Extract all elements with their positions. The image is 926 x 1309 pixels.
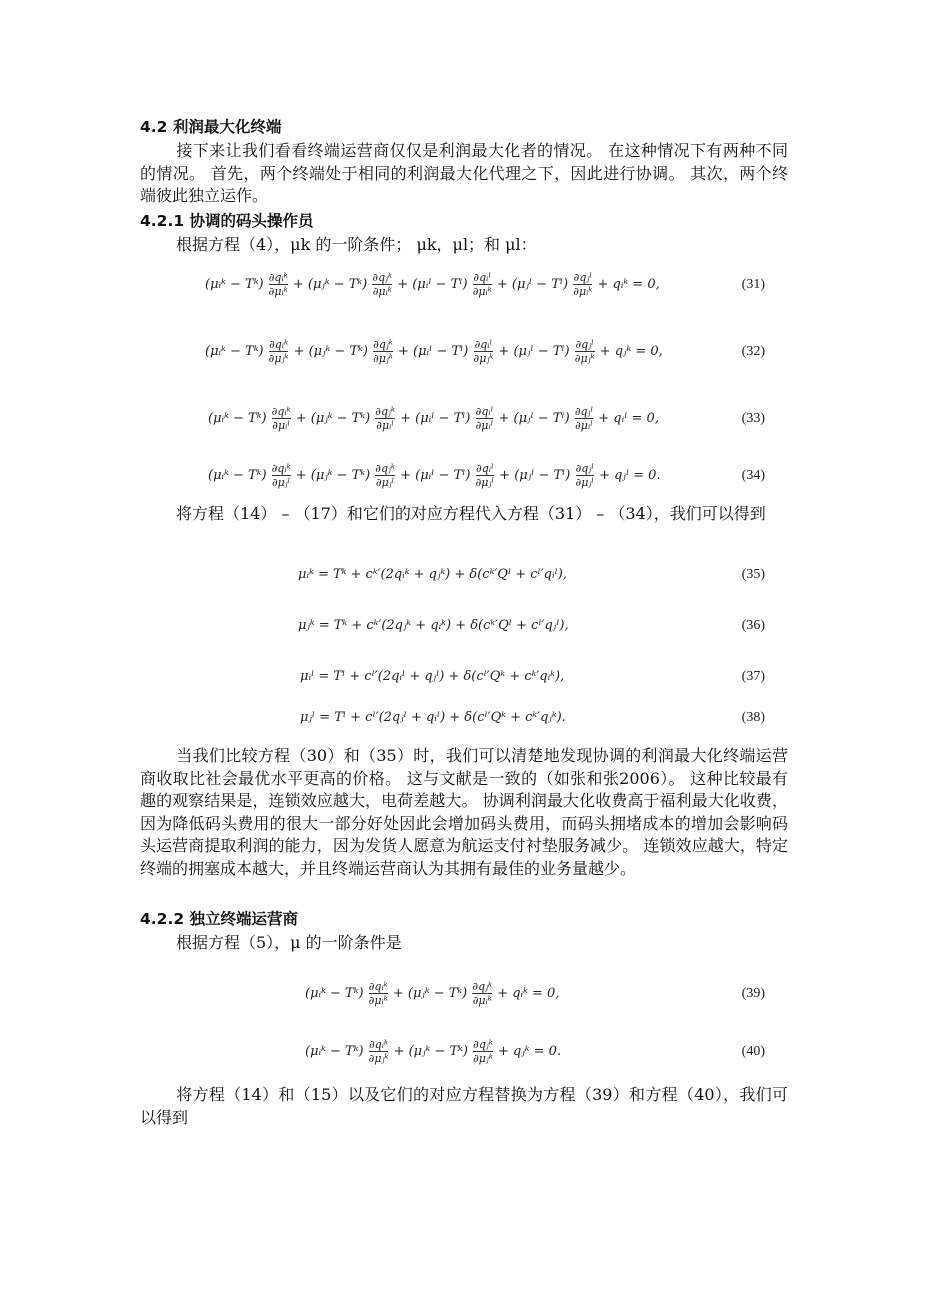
equation-number: (35)	[741, 567, 765, 582]
paragraph-comparison: 当我们比较方程（30）和（35）时，我们可以清楚地发现协调的利润最大化终端运营商收取比社会最优水平更高的价格。 这与文献是一致的（如张和张2006）。 这种比较最有趣的观察结果是，连锁效应越大，电荷差越大。 协调利润最大化收费高于福利最大化收费，因为降低码头费用的很大一部分好处因此会增加码头费用，而码头拥堵成本的增加会影响码头运营商提取利润的能力，因为发货人愿意为航运支付衬垫服务减少。 连锁效应越大，特定终端的拥塞成本越大，并且终端运营商认为其拥有最佳的业务量越少。	[140, 746, 788, 878]
paragraph-replace: 将方程（14）和（15）以及它们的对应方程替换为方程（39）和方程（40），我们可以得到	[140, 1085, 788, 1127]
equation-number: (37)	[741, 669, 765, 684]
section-heading-4-2-1: 4.2.1 协调的码头操作员	[140, 212, 314, 230]
equation-number: (33)	[741, 411, 765, 426]
equation-39: (μᵢᵏ − Tᵏ) $\frac{\text{∂qᵢᵏ}}{\text{∂μᵢᵏ}}$ + (μⱼᵏ − Tᵏ) $\frac{\text{∂qⱼᵏ}}{\text{∂μᵢᵏ}}$ + qᵢᵏ = 0, (39)	[305, 972, 765, 1016]
equation-33: (μᵢᵏ − Tᵏ) $\frac{\text{∂qᵢᵏ}}{\text{∂μᵢˡ}}$ + (μⱼᵏ − Tᵏ) $\frac{\text{∂qⱼᵏ}}{\text{∂μᵢˡ}}$ + (μᵢˡ − Tˡ) $\frac{\text{∂qᵢˡ}}{\text{∂μᵢˡ}}$ + (μⱼˡ − Tˡ) $\frac{\text{∂qⱼˡ}}{\text{∂μᵢˡ}}$ + qᵢˡ = 0, (33)	[208, 397, 765, 441]
paragraph-intro: 接下来让我们看看终端运营商仅仅是利润最大化者的情况。 在这种情况下有两种不同的情况。 首先，两个终端处于相同的利润最大化代理之下，因此进行协调。 其次，两个终端彼此独立运作。	[140, 141, 788, 205]
equation-number: (31)	[741, 277, 765, 292]
equation-number: (40)	[741, 1044, 765, 1059]
equation-38: μⱼˡ = Tˡ + cˡ′(2qⱼˡ + qᵢˡ) + δ(cˡ′Qᵏ + cᵏ′qⱼᵏ). (38)	[300, 696, 765, 740]
equation-number: (36)	[741, 618, 765, 633]
equation-40: (μᵢᵏ − Tᵏ) $\frac{\text{∂qᵢᵏ}}{\text{∂μⱼᵏ}}$ + (μⱼᵏ − Tᵏ) $\frac{\text{∂qⱼᵏ}}{\text{∂μⱼᵏ}}$ + qⱼᵏ = 0. (40)	[305, 1030, 765, 1074]
section-heading-4-2-2: 4.2.2 独立终端运营商	[140, 910, 299, 928]
equation-36: μⱼᵏ = Tᵏ + cᵏ′(2qⱼᵏ + qᵢᵏ) + δ(cᵏ′Qˡ + cˡ′qⱼˡ), (36)	[298, 604, 765, 648]
equation-number: (38)	[741, 710, 765, 725]
equation-34: (μᵢᵏ − Tᵏ) $\frac{\text{∂qᵢᵏ}}{\text{∂μⱼˡ}}$ + (μⱼᵏ − Tᵏ) $\frac{\text{∂qⱼᵏ}}{\text{∂μⱼˡ}}$ + (μᵢˡ − Tˡ) $\frac{\text{∂qᵢˡ}}{\text{∂μⱼˡ}}$ + (μⱼˡ − Tˡ) $\frac{\text{∂qⱼˡ}}{\text{∂μⱼˡ}}$ + qⱼˡ = 0. (34)	[208, 454, 765, 498]
equation-number: (39)	[741, 986, 765, 1001]
paragraph-foc: 根据方程（4），μk 的一阶条件； μk，μl；和 μl：	[176, 235, 537, 254]
equation-35: μᵢᵏ = Tᵏ + cᵏ′(2qᵢᵏ + qⱼᵏ) + δ(cᵏ′Qˡ + cˡ′qᵢˡ), (35)	[298, 553, 765, 597]
equation-number: (34)	[741, 468, 765, 483]
section-heading-4-2: 4.2 利润最大化终端	[140, 118, 282, 136]
equation-31: (μᵢᵏ − Tᵏ) $\frac{\text{∂qᵢᵏ}}{\text{∂μᵢᵏ}}$ + (μⱼᵏ − Tᵏ) $\frac{\text{∂qⱼᵏ}}{\text{∂μᵢᵏ}}$ + (μᵢˡ − Tˡ) $\frac{\text{∂qᵢˡ}}{\text{∂μᵢᵏ}}$ + (μⱼˡ − Tˡ) $\frac{\text{∂qⱼˡ}}{\text{∂μᵢᵏ}}$ + qᵢᵏ = 0, (31)	[205, 263, 765, 307]
equation-number: (32)	[741, 344, 765, 359]
equation-37: μᵢˡ = Tˡ + cˡ′(2qᵢˡ + qⱼˡ) + δ(cˡ′Qᵏ + cᵏ′qᵢᵏ), (37)	[300, 655, 765, 699]
equation-32: (μᵢᵏ − Tᵏ) $\frac{\text{∂qᵢᵏ}}{\text{∂μⱼᵏ}}$ + (μⱼᵏ − Tᵏ) $\frac{\text{∂qⱼᵏ}}{\text{∂μⱼᵏ}}$ + (μᵢˡ − Tˡ) $\frac{\text{∂qᵢˡ}}{\text{∂μⱼᵏ}}$ + (μⱼˡ − Tˡ) $\frac{\text{∂qⱼˡ}}{\text{∂μⱼᵏ}}$ + qⱼᵏ = 0, (32)	[205, 330, 765, 374]
paragraph-foc-independent: 根据方程（5），μ 的一阶条件是	[176, 933, 402, 952]
paragraph-substitute: 将方程（14） – （17）和它们的对应方程代入方程（31） – （34），我们可以得到	[176, 504, 766, 523]
